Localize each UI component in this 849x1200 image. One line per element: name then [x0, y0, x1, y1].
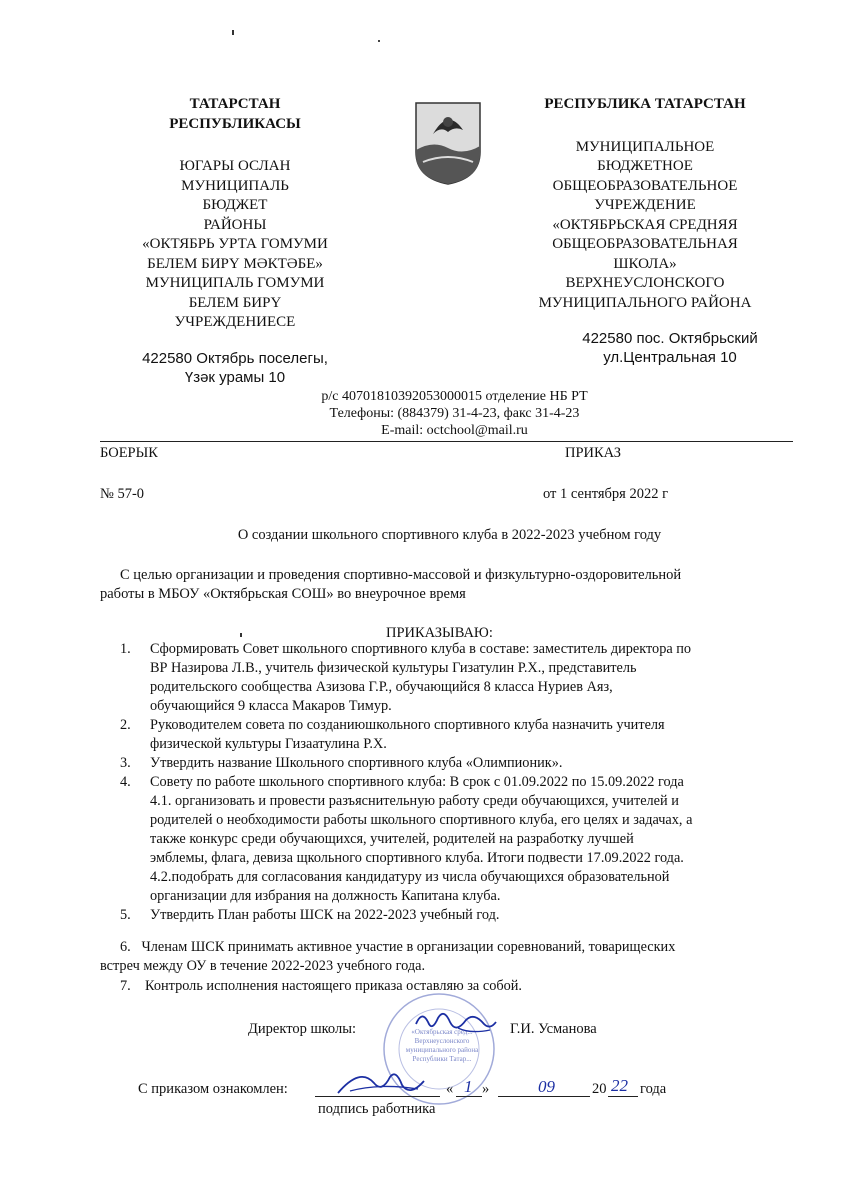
- item-line: Совету по работе школьного спортивного клуба: В срок с 01.09.2022 по 15.09.2022 года: [150, 774, 684, 790]
- acknowledged-label: С приказом ознакомлен:: [138, 1081, 288, 1097]
- order-number: № 57-0: [100, 486, 145, 502]
- item-6: [120, 938, 675, 957]
- item-number: 6.: [120, 939, 131, 955]
- preamble-line-2: работы в МБОУ «Октябрьская СОШ» во внеурочное время: [100, 586, 466, 602]
- right-org-line: БЮДЖЕТНОЕ: [597, 158, 693, 174]
- right-address-line-2: ул.Центральная 10: [603, 349, 737, 366]
- director-role: Директор школы:: [248, 1021, 356, 1037]
- bank-account: р/с 40701810392053000015 отделение НБ РТ: [321, 389, 588, 404]
- right-title: РЕСПУБЛИКА ТАТАРСТАН: [544, 96, 746, 112]
- item-line: 4.2.подобрать для согласования кандидатуру из числа обучающихся образовательной: [150, 869, 670, 885]
- right-org-line: МУНИЦИПАЛЬНОГО РАЙОНА: [538, 294, 752, 311]
- list-item: [106, 906, 806, 925]
- year-word: года: [640, 1081, 667, 1097]
- phones: Телефоны: (884379) 31-4-23, факс 31-4-23: [329, 406, 580, 421]
- item-line: Утвердить название Школьного спортивного клуба «Олимпионик».: [150, 755, 563, 771]
- list-item: [106, 716, 806, 754]
- header-divider: [100, 441, 793, 442]
- right-org-line: УЧРЕЖДЕНИЕ: [594, 197, 696, 213]
- item-line: Сформировать Совет школьного спортивного клуба в составе: заместитель директора по: [150, 641, 692, 657]
- signature-caption: подпись работника: [318, 1101, 436, 1117]
- item-line: 4.1. организовать и провести разъяснительную работу среди обучающихся, учителей и: [150, 793, 679, 809]
- item-line: эмблемы, флага, девиза щкольного спортивного клуба. Итоги подвести 17.09.2022 года.: [150, 850, 684, 866]
- right-org-line: ОБЩЕОБРАЗОВАТЕЛЬНОЕ: [552, 177, 738, 194]
- left-address-line-1: 422580 Октябрь поселегы,: [142, 350, 328, 367]
- right-org-line: ШКОЛА»: [613, 255, 677, 272]
- email: E-mail: octchool@mail.ru: [381, 423, 528, 438]
- order-label-russian: ПРИКАЗ: [565, 445, 622, 461]
- item-number: 4.: [120, 774, 131, 790]
- date-year-suffix: 22: [611, 1076, 628, 1095]
- left-org-line: МУНИЦИПАЛЬ ГОМУМИ: [145, 275, 325, 291]
- scan-mark: [240, 633, 242, 637]
- item-number: 7.: [120, 978, 131, 994]
- date-open-quote: «: [446, 1081, 454, 1097]
- scan-mark: [232, 30, 234, 35]
- item-line: родительского сообщества Азизова Г.Р., обучающийся 8 класса Нуриев Аяз,: [150, 679, 613, 695]
- item-line: ВР Назирова Л.В., учитель физической культуры Гизатулин Р.Х., представитель: [150, 660, 637, 676]
- director-signature: [410, 1004, 500, 1045]
- director-name: Г.И. Усманова: [510, 1021, 597, 1037]
- item-number: 2.: [120, 717, 131, 733]
- header-right: [505, 95, 785, 313]
- item-line: также конкурс среди обучающихся, учителей, родителей на разработку лучшей: [150, 831, 634, 847]
- order-items: [106, 640, 806, 925]
- date-day: 1: [464, 1077, 473, 1096]
- order-title: О создании школьного спортивного клуба в 2022-2023 учебном году: [237, 527, 662, 543]
- year-prefix: 20: [592, 1081, 607, 1097]
- left-address-line-2: Үзәк урамы 10: [184, 369, 286, 386]
- left-org-line: МУНИЦИПАЛЬ: [181, 177, 289, 194]
- item-number: 1.: [120, 641, 131, 657]
- contacts: [0, 388, 849, 439]
- item-number: 5.: [120, 907, 131, 923]
- left-org-line: ЮГАРЫ ОСЛАН: [179, 158, 291, 174]
- item-line: Утвердить План работы ШСК на 2022-2023 учебный год.: [150, 907, 500, 923]
- list-item: [106, 773, 806, 906]
- orders-heading: ПРИКАЗЫВАЮ:: [386, 625, 493, 641]
- scan-mark: [378, 40, 380, 42]
- left-org-line: БЕЛЕМ БИРҮ: [188, 294, 282, 311]
- left-org-line: УЧРЕЖДЕНИЕСЕ: [174, 314, 296, 330]
- right-address-line-1: 422580 пос. Октябрьский: [582, 330, 758, 347]
- date-month: 09: [538, 1077, 555, 1096]
- order-date: от 1 сентября 2022 г: [543, 486, 669, 502]
- date-close-quote: »: [482, 1081, 490, 1097]
- item-line: организации для избрания на должность Капитана клуба.: [150, 888, 501, 904]
- stamp-text: «Октябрьская сред... Верхнеуслонского муниципального района Республики Татар...: [405, 1028, 479, 1063]
- coat-of-arms-icon: [413, 100, 483, 186]
- left-org-line: БЕЛЕМ БИРҮ МӘКТӘБЕ»: [147, 255, 323, 272]
- left-org-line: РАЙОНЫ: [203, 216, 267, 233]
- right-address: [555, 329, 785, 367]
- item-number: 3.: [120, 755, 131, 771]
- right-org-line: МУНИЦИПАЛЬНОЕ: [575, 138, 715, 155]
- preamble-line-1: С целью организации и проведения спортивно-массовой и физкультурно-оздоровительной: [120, 567, 682, 583]
- right-org-line: ВЕРХНЕУСЛОНСКОГО: [565, 275, 725, 291]
- order-label-tatar: БОЕРЫК: [100, 445, 158, 461]
- item-line: Контроль исполнения настоящего приказа оставляю за собой.: [145, 978, 522, 994]
- header-left: [100, 95, 370, 333]
- left-org-line: «ОКТЯБРЬ УРТА ГОМУМИ: [142, 236, 328, 252]
- right-org-line: ОБЩЕОБРАЗОВАТЕЛЬНАЯ: [552, 236, 738, 252]
- item-line: Членам ШСК принимать активное участие в организации соревнований, товарищеских: [141, 939, 676, 955]
- right-org-line: «ОКТЯБРЬСКАЯ СРЕДНЯЯ: [552, 216, 738, 233]
- item-line: обучающийся 9 класса Макаров Тимур.: [150, 698, 392, 714]
- list-item: [106, 754, 806, 773]
- item-line: физической культуры Гизаатулина Р.Х.: [150, 736, 387, 752]
- item-line: Руководителем совета по созданиюшкольного спортивного клуба назначить учителя: [150, 717, 665, 733]
- item-line: родителей о необходимости работы школьного спортивного клуба, его целях и задачах, а: [150, 812, 693, 828]
- left-title-line-1: ТАТАРСТАН: [189, 96, 281, 112]
- item-6-line-2: встреч между ОУ в течение 2022-2023 учебного года.: [100, 958, 426, 974]
- left-title-line-2: РЕСПУБЛИКАСЫ: [169, 115, 301, 132]
- left-address: [100, 349, 370, 387]
- list-item: [106, 640, 806, 716]
- left-org-line: БЮДЖЕТ: [202, 197, 268, 213]
- year-line: [608, 1096, 638, 1097]
